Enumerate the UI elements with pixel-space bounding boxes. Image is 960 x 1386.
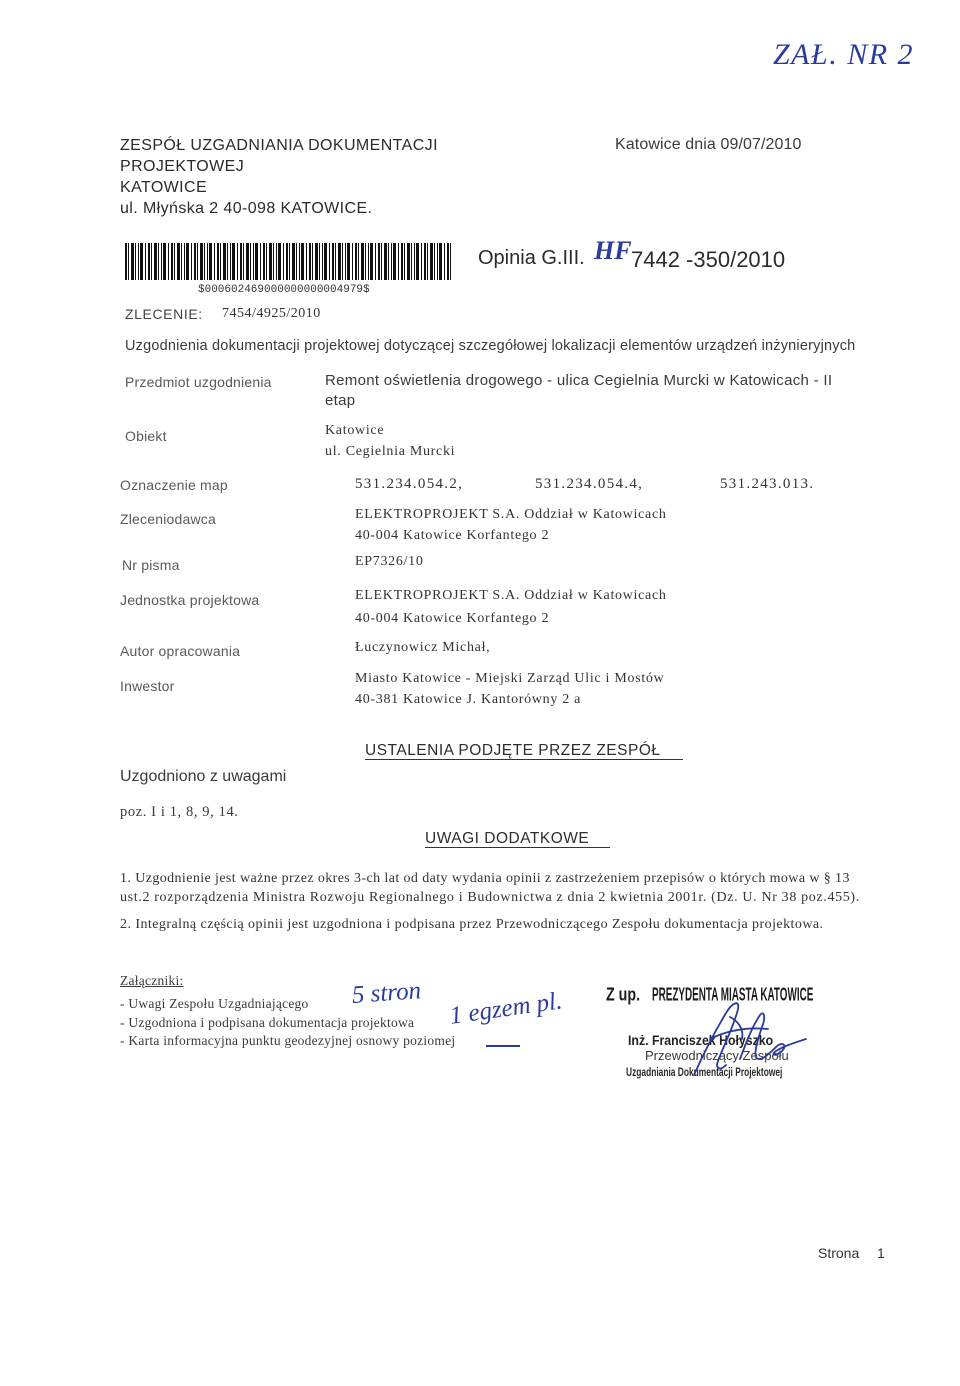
stamp-signatory-name: Inż. Franciszek Hołyszko — [628, 1032, 774, 1048]
field-label-object: Obiekt — [125, 428, 167, 444]
field-value-object-line-2: ul. Cegielnia Murcki — [325, 444, 456, 459]
findings-heading: USTALENIA PODJĘTE PRZEZ ZESPÓŁ — [365, 742, 683, 760]
barcode — [125, 243, 452, 280]
handwritten-annotation: ZAŁ. NR 2 — [773, 38, 915, 71]
field-value-investor-line-2: 40-381 Katowice J. Kantorówny 2 a — [355, 692, 582, 707]
findings-positions: poz. I i 1, 8, 9, 14. — [120, 804, 239, 820]
order-label: ZLECENIE: — [125, 306, 203, 322]
remark-line-3: 2. Integralną częścią opinii jest uzgodniona i podpisana przez Przewodniczącego Zespołu dokumentacja projektowa. — [120, 917, 824, 932]
page-label: Strona — [818, 1245, 860, 1261]
field-label-design-unit: Jednostka projektowa — [120, 592, 260, 608]
map-designation-3: 531.243.013. — [720, 476, 815, 492]
opinion-number: 7442 -350/2010 — [631, 247, 786, 272]
opinion-prefix: Opinia G.III. — [478, 247, 585, 269]
field-label-subject: Przedmiot uzgodnienia — [125, 374, 272, 390]
handwritten-dash — [486, 1045, 520, 1047]
attachment-item-3: - Karta informacyjna punktu geodezyjnej osnowy poziomej — [120, 1033, 456, 1048]
signature-stroke — [694, 1003, 738, 1075]
signature-stroke — [740, 1013, 806, 1059]
institution-line-3: KATOWICE — [120, 179, 208, 196]
attachments-heading: Załączniki: — [120, 973, 184, 988]
page-number: 1 — [877, 1245, 885, 1261]
institution-line-2: PROJEKTOWEJ — [120, 158, 245, 175]
stamp-prefix: Z up. — [606, 984, 641, 1006]
subject-heading: Uzgodnienia dokumentacji projektowej dotyczącej szczegółowej lokalizacji elementów urządzeń inżynieryjnych — [125, 338, 856, 354]
field-value-subject-line-2: etap — [325, 392, 356, 409]
stamp-role-line-2: Uzgadniania Dokumentacji Projektowej — [626, 1065, 783, 1079]
field-value-design-unit-line-2: 40-004 Katowice Korfantego 2 — [355, 611, 550, 626]
field-value-author: Łuczynowicz Michał, — [355, 640, 491, 655]
field-value-object-line-1: Katowice — [325, 423, 385, 438]
opinion-initials: HF — [594, 236, 632, 265]
field-label-author: Autor opracowania — [120, 643, 241, 659]
field-label-client: Zleceniodawca — [120, 511, 216, 527]
handwritten-pages-note: 5 stron — [350, 977, 422, 1009]
institution-address: ul. Młyńska 2 40-098 KATOWICE. — [120, 200, 373, 217]
field-value-subject-line-1: Remont oświetlenia drogowego - ulica Cegielnia Murcki w Katowicach - II — [325, 372, 833, 389]
findings-result: Uzgodniono z uwagami — [120, 768, 287, 785]
barcode-number: $000602469000000000004979$ — [198, 284, 370, 296]
issue-date: Katowice dnia 09/07/2010 — [615, 136, 802, 153]
field-value-client-line-1: ELEKTROPROJEKT S.A. Oddział w Katowicach — [355, 507, 667, 522]
field-value-client-line-2: 40-004 Katowice Korfantego 2 — [355, 528, 550, 543]
field-label-letter-number: Nr pisma — [122, 557, 180, 573]
field-value-design-unit-line-1: ELEKTROPROJEKT S.A. Oddział w Katowicach — [355, 588, 667, 603]
attachment-item-2: - Uzgodniona i podpisana dokumentacja projektowa — [120, 1015, 415, 1030]
attachment-item-1: - Uwagi Zespołu Uzgadniającego — [120, 996, 309, 1011]
stamp-role-line-1: Przewodniczący Zespołu — [645, 1048, 789, 1063]
remark-line-2: ust.2 rozporządzenia Ministra Rozwoju Regionalnego i Budownictwa z dnia 2 kwietnia 2001r. (Dz. U. Nr 38 poz.455). — [120, 890, 860, 905]
signature — [680, 995, 810, 1080]
map-designation-1: 531.234.054.2, — [355, 476, 464, 492]
stamp-authority: PREZYDENTA MIASTA KATOWICE — [652, 984, 814, 1006]
remarks-heading: UWAGI DODATKOWE — [425, 830, 610, 848]
institution-line-1: ZESPÓŁ UZGADNIANIA DOKUMENTACJI — [120, 137, 438, 154]
handwritten-copies-note: 1 egzem pl. — [447, 987, 564, 1030]
remark-line-1: 1. Uzgodnienie jest ważne przez okres 3-ch lat od daty wydania opinii z zastrzeżeniem przepisów o których mowa w § 13 — [120, 871, 850, 886]
field-label-maps: Oznaczenie map — [120, 477, 228, 493]
field-value-letter-number: EP7326/10 — [355, 554, 424, 569]
field-label-investor: Inwestor — [120, 678, 175, 694]
map-designation-2: 531.234.054.4, — [535, 476, 644, 492]
order-number: 7454/4925/2010 — [222, 306, 321, 321]
field-value-investor-line-1: Miasto Katowice - Miejski Zarząd Ulic i Mostów — [355, 671, 665, 686]
